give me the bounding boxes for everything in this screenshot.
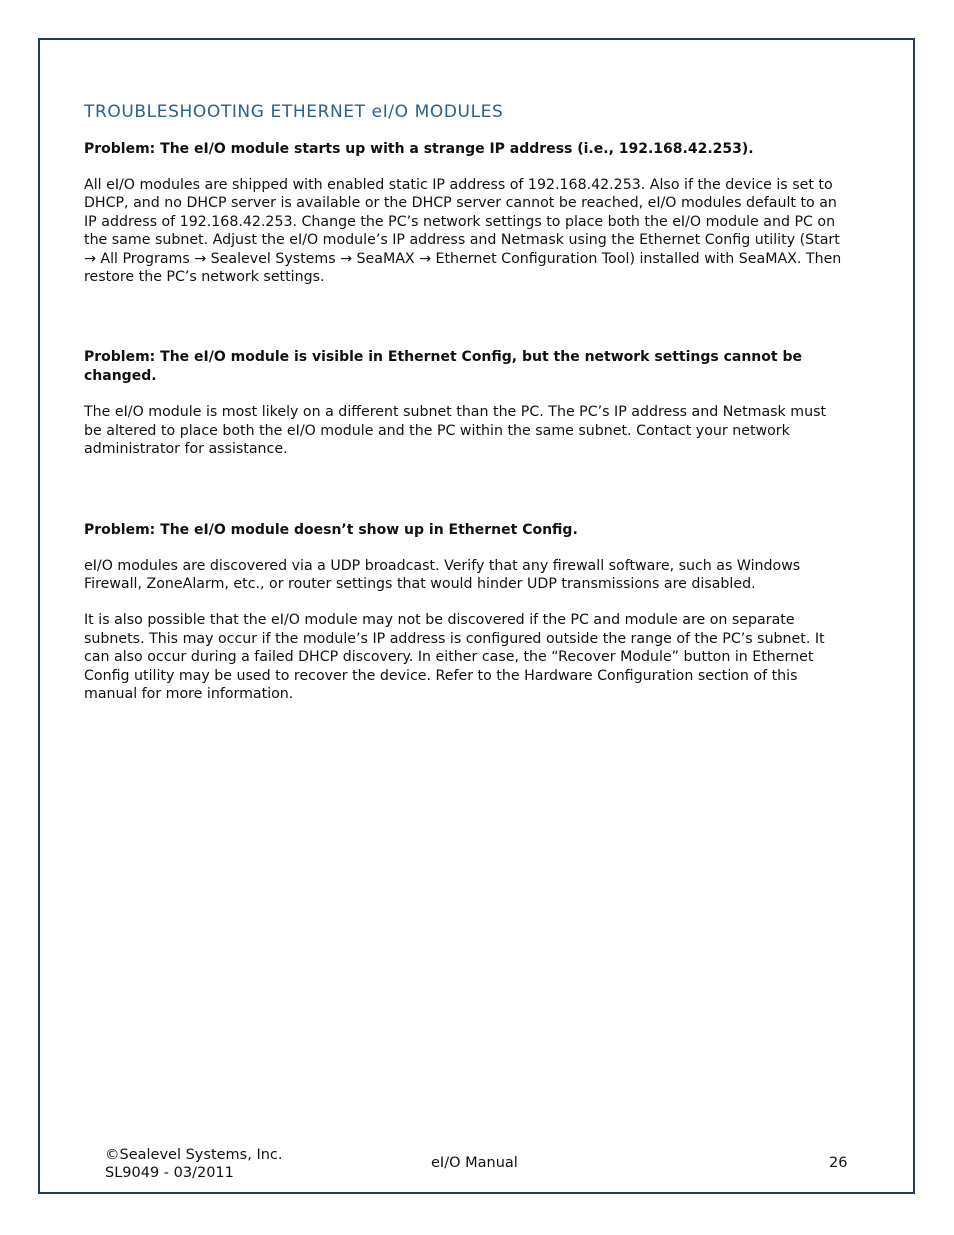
section-title: TROUBLESHOOTING ETHERNET eI/O MODULES (84, 102, 504, 122)
body-paragraph: eI/O modules are discovered via a UDP broadcast. Verify that any firewall software, such as Windows Firewall, ZoneAlarm, etc., or router settings that would hinder UDP transmissions are disabled. (84, 557, 801, 593)
problem-heading: Problem: The eI/O module doesn’t show up in Ethernet Config. (84, 521, 578, 538)
body-paragraph: All eI/O modules are shipped with enabled static IP address of 192.168.42.253. Also if the device is set to DHCP, and no DHCP server is available or the DHCP server cannot be reached, eI/O modules default to an IP address of 192.168.42.253. Change the PC’s network settings to place both the eI/O module and PC on the same subnet. Adjust the eI/O module’s IP address and Netmask using the Ethernet Config utility (Start → All Programs → Sealevel Systems → SeaMAX → Ethernet Configuration Tool) installed with SeaMAX. Then restore the PC’s network settings. (84, 177, 842, 286)
problem-block-1 (84, 140, 844, 286)
footer-copyright-block (105, 1146, 283, 1182)
body-paragraph: The eI/O module is most likely on a different subnet than the PC. The PC’s IP address and Netmask must be altered to place both the eI/O module and the PC within the same subnet. Contact your network administrator for assistance. (84, 404, 827, 458)
footer-doc-code: SL9049 - 03/2011 (105, 1165, 234, 1181)
problem-block-2 (84, 348, 844, 458)
body-paragraph: It is also possible that the eI/O module may not be discovered if the PC and module are on separate subnets. This may occur if the module’s IP address is configured outside the range of the PC’s subnet. It can also occur during a failed DHCP discovery. In either case, the “Recover Module” button in Ethernet Config utility may be used to recover the device. Refer to the Hardware Configuration section of this manual for more information. (84, 612, 825, 703)
problem-heading: Problem: The eI/O module starts up with a strange IP address (i.e., 192.168.42.253). (84, 141, 754, 157)
page-content (84, 102, 844, 766)
problem-block-3 (84, 521, 844, 704)
footer-page-number: 26 (829, 1155, 848, 1171)
footer-manual-title: eI/O Manual (431, 1155, 518, 1171)
problem-heading: Problem: The eI/O module is visible in Ethernet Config, but the network settings cannot be changed. (84, 349, 802, 385)
footer-copyright: ©Sealevel Systems, Inc. (105, 1147, 283, 1163)
